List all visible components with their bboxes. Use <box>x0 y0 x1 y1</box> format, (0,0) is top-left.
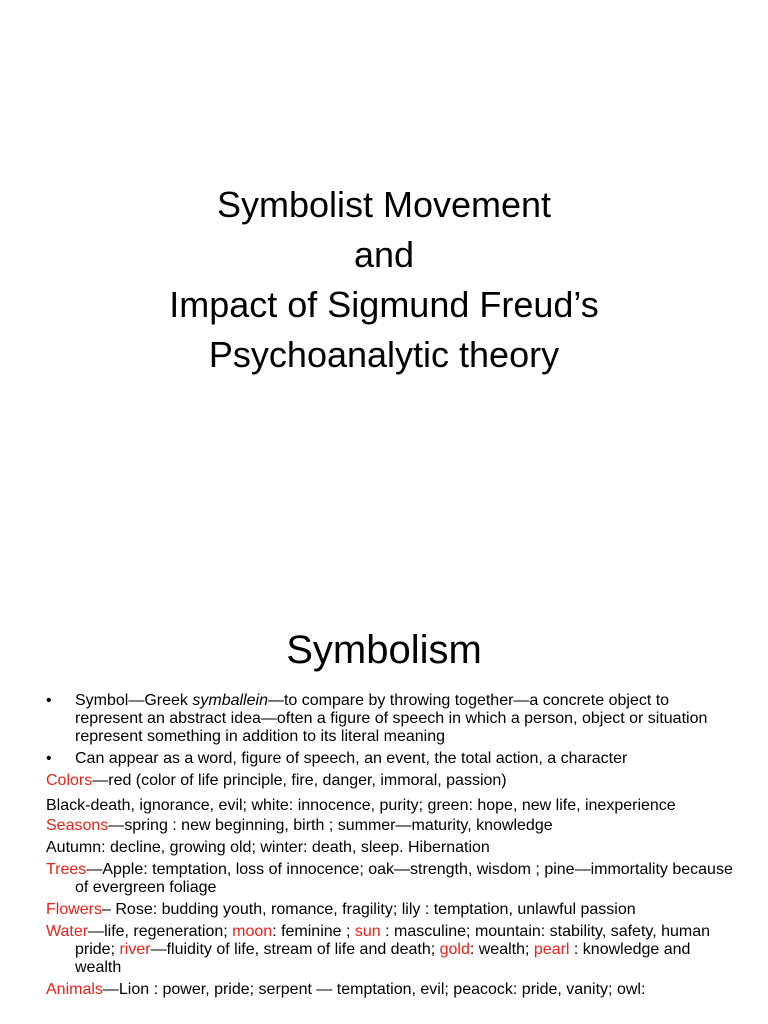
flowers-label: Flowers <box>46 901 103 918</box>
trees-text: —Apple: temptation, loss of innocence; oak—strength, wisdom ; pine—immortality because of evergreen foliage <box>75 861 733 896</box>
pearl-label: pearl <box>533 941 570 958</box>
bullet-1-post: —to compare by throwing together—a concrete object to represent an abstract idea—often a figure of speech in which a person, object or situation represent something in addition to its literal meaning <box>75 692 708 745</box>
animals-label: Animals <box>46 981 103 998</box>
seasons-line-2: Autumn: decline, growing old; winter: death, sleep. Hibernation <box>46 839 490 856</box>
slide-2 <box>0 588 768 1024</box>
title-line-4: Psychoanalytic theory <box>208 334 560 375</box>
slide-2-title: Symbolism <box>286 628 482 672</box>
seasons-text: —spring : new beginning, birth ; summer—maturity, knowledge <box>108 817 553 834</box>
bullet-1-pre: Symbol—Greek <box>75 692 193 709</box>
colors-paragraph <box>46 772 738 790</box>
bullet-1-italic: symballein <box>192 692 268 709</box>
bullet-symbol-definition <box>46 692 738 746</box>
colors-line-2: Black-death, ignorance, evil; white: innocence, purity; green: hope, new life, inexperience <box>46 797 676 814</box>
water-text-4: —fluidity of life, stream of life and death; <box>150 941 440 958</box>
bullet-dot: • <box>46 692 52 709</box>
seasons-paragraph <box>46 817 738 835</box>
water-text-6: : knowledge and wealth <box>75 941 691 976</box>
moon-label: moon <box>232 923 273 940</box>
slide-1-title <box>0 180 768 380</box>
colors-text: —red (color of life principle, fire, danger, immoral, passion) <box>92 772 507 789</box>
animals-text: —Lion : power, pride; serpent — temptation, evil; peacock: pride, vanity; owl: <box>102 981 646 998</box>
river-label: river <box>119 941 151 958</box>
seasons-label: Seasons <box>46 817 109 834</box>
flowers-paragraph <box>46 901 738 919</box>
gold-label: gold <box>439 941 470 958</box>
title-line-1: Symbolist Movement <box>216 184 552 225</box>
water-text-1: —life, regeneration; <box>88 923 233 940</box>
title-line-2: and <box>353 234 415 275</box>
water-text-5: : wealth; <box>469 941 534 958</box>
water-text-2: : feminine ; <box>272 923 355 940</box>
water-text-3: : masculine; mountain: stability, safety, human pride; <box>75 923 711 958</box>
water-label: Water <box>46 923 89 940</box>
flowers-text: – Rose: budding youth, romance, fragility; lily : temptation, unlawful passion <box>102 901 636 918</box>
sun-label: sun <box>354 923 381 940</box>
bullet-2-text: Can appear as a word, figure of speech, an event, the total action, a character <box>75 750 628 767</box>
trees-label: Trees <box>46 861 87 878</box>
trees-paragraph <box>46 861 738 897</box>
bullet-appearance <box>46 750 738 768</box>
title-line-3: Impact of Sigmund Freud’s <box>169 284 599 325</box>
bullet-dot: • <box>46 750 52 767</box>
animals-paragraph <box>46 981 738 999</box>
slide-2-body <box>46 692 738 1003</box>
colors-label: Colors <box>46 772 93 789</box>
water-paragraph <box>46 923 738 977</box>
